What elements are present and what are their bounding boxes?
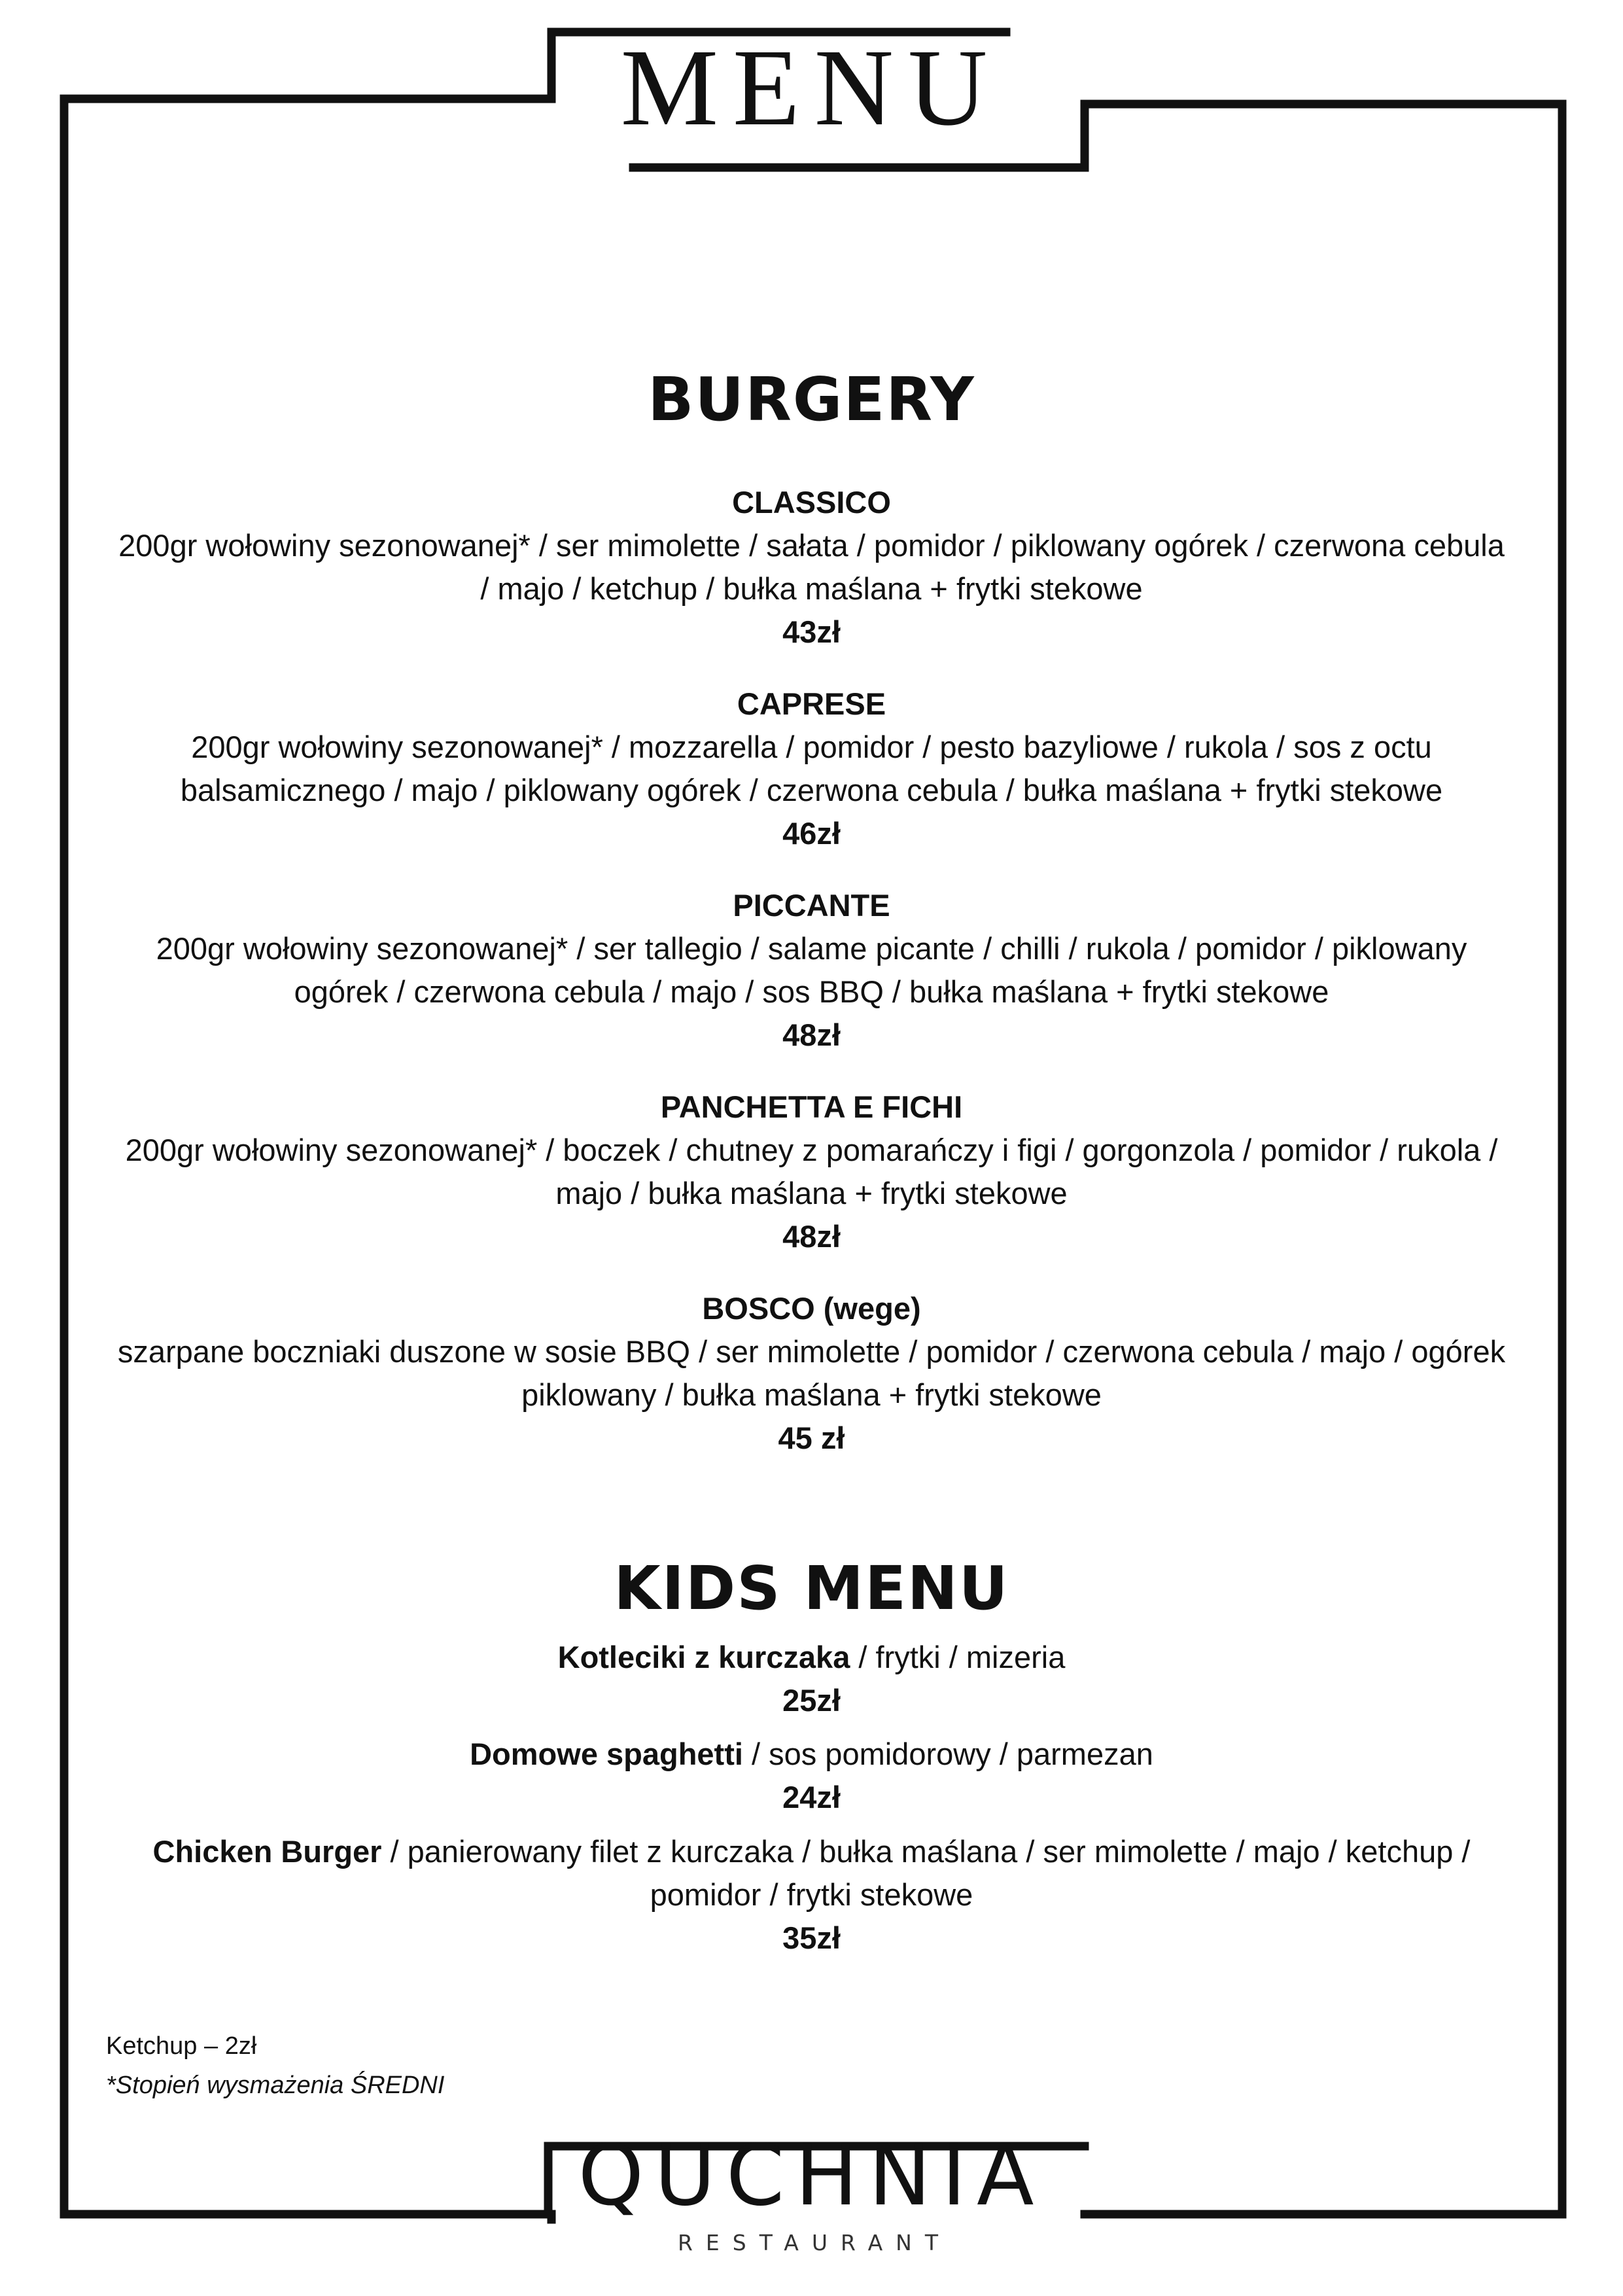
item-name: PANCHETTA E FICHI <box>660 1089 963 1124</box>
item-price: 46zł <box>782 816 841 851</box>
section-heading-burgery: BURGERY <box>648 364 975 434</box>
item-description: 200gr wołowiny sezonowanej* / boczek / chutney z pomarańczy i figi / gorgonzola / pomidor / rukola / majo / bułka maślana + frytki stekowe <box>125 1133 1498 1210</box>
item-description: / panierowany filet z kurczaka / bułka maślana / ser mimolette / majo / ketchup / pomidor / frytki stekowe <box>381 1834 1471 1912</box>
item-price: 43zł <box>782 614 841 649</box>
item-price: 24zł <box>782 1780 841 1814</box>
item-description: 200gr wołowiny sezonowanej* / ser tallegio / salame picante / chilli / rukola / pomidor / piklowany ogórek / czerwona cebula / majo / sos BBQ / bułka maślana + frytki stekowe <box>156 931 1467 1009</box>
item-description: / frytki / mizeria <box>850 1640 1066 1674</box>
footnote-doneness: *Stopień wysmażenia ŚREDNI <box>106 2072 445 2099</box>
restaurant-logo <box>543 2127 1079 2255</box>
item-price: 25zł <box>782 1683 841 1718</box>
item-description: / sos pomidorowy / parmezan <box>742 1737 1153 1771</box>
menu-title: MENU <box>620 27 1002 149</box>
item-name: PICCANTE <box>733 888 890 923</box>
item-price: 45 zł <box>778 1421 845 1455</box>
footnote-ketchup: Ketchup – 2zł <box>106 2032 257 2060</box>
item-name: CAPRESE <box>737 686 886 721</box>
menu-item-piccante <box>111 884 1512 1057</box>
item-name: BOSCO (wege) <box>702 1291 921 1326</box>
item-name: Chicken Burger <box>152 1834 382 1869</box>
kids-item-chicken-burger <box>131 1830 1492 1960</box>
kids-item-spaghetti <box>131 1733 1492 1819</box>
footnotes <box>106 2026 444 2105</box>
item-price: 48zł <box>782 1219 841 1254</box>
item-price: 48zł <box>782 1017 841 1052</box>
item-name: Domowe spaghetti <box>470 1737 743 1771</box>
menu-item-caprese <box>111 682 1512 855</box>
item-line <box>131 1830 1492 1916</box>
logo-tagline: RESTAURANT <box>677 2230 952 2255</box>
item-price: 35zł <box>782 1920 841 1955</box>
menu-item-classico <box>111 481 1512 654</box>
menu-item-bosco <box>111 1287 1512 1460</box>
item-name: Kotleciki z kurczaka <box>557 1640 850 1674</box>
kids-item-kotleciki <box>131 1636 1492 1722</box>
item-name: CLASSICO <box>732 485 891 520</box>
logo-name: QUCHNIA <box>578 2127 1045 2225</box>
item-description: szarpane boczniaki duszone w sosie BBQ / ser mimolette / pomidor / czerwona cebula / majo / ogórek piklowany / bułka maślana + frytki stekowe <box>117 1334 1506 1412</box>
item-line <box>131 1733 1492 1776</box>
item-description: 200gr wołowiny sezonowanej* / mozzarella / pomidor / pesto bazyliowe / rukola / sos z octu balsamicznego / majo / piklowany ogórek / czerwona cebula / bułka maślana + frytki stekowe <box>180 730 1443 807</box>
menu-item-panchetta-e-fichi <box>111 1086 1512 1258</box>
item-line <box>131 1636 1492 1679</box>
section-heading-kids-menu: KIDS MENU <box>614 1553 1009 1623</box>
item-description: 200gr wołowiny sezonowanej* / ser mimolette / sałata / pomidor / piklowany ogórek / czerwona cebula / majo / ketchup / bułka maślana + frytki stekowe <box>118 528 1505 606</box>
